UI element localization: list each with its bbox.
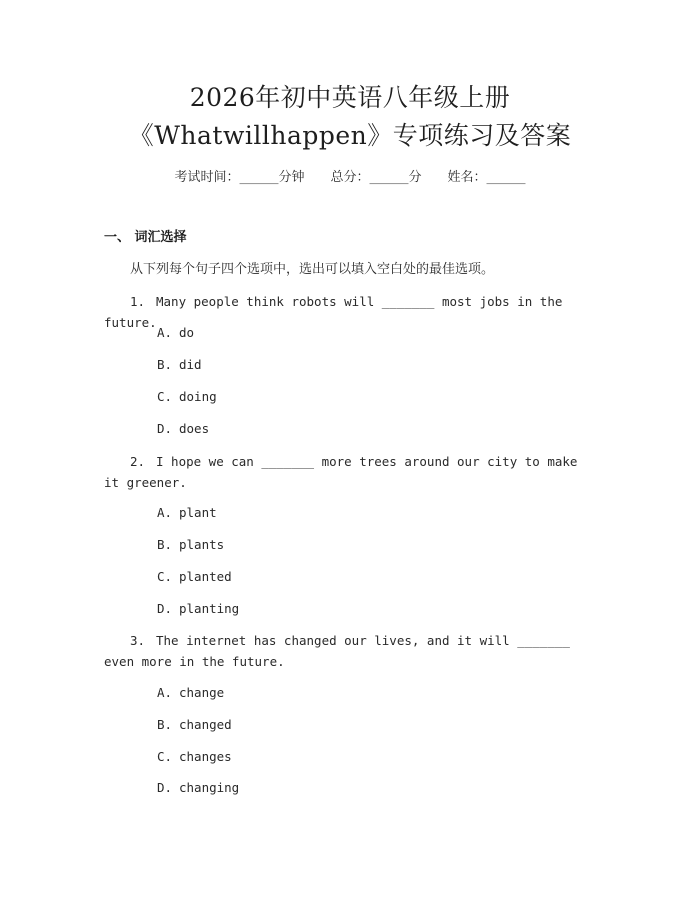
question-text: Many people think robots will _______ most jobs in the future. (104, 294, 563, 330)
question-2 (104, 451, 584, 493)
question-number: 3. (130, 633, 146, 648)
question-number: 1. (130, 294, 146, 309)
option-3c (157, 747, 232, 767)
option-text: planted (179, 569, 232, 584)
option-text: planting (179, 601, 240, 616)
exam-info-line (0, 168, 700, 188)
option-3b (157, 715, 232, 735)
option-letter: A. (157, 685, 173, 700)
option-text: did (179, 357, 202, 372)
option-1c (157, 387, 217, 407)
option-letter: D. (157, 601, 173, 616)
option-text: plants (179, 537, 225, 552)
option-text: changed (179, 717, 232, 732)
option-text: change (179, 685, 225, 700)
option-letter: A. (157, 505, 173, 520)
question-text: I hope we can _______ more trees around our city to make it greener. (104, 454, 578, 490)
option-letter: B. (157, 357, 173, 372)
option-2a (157, 503, 217, 523)
option-2b (157, 535, 224, 555)
option-2d (157, 599, 239, 619)
document-title-line-1: 2026年初中英语八年级上册 (189, 83, 511, 112)
option-letter: C. (157, 389, 173, 404)
question-3 (104, 630, 584, 672)
exam-time-field: 考试时间：______分钟 (174, 170, 305, 185)
option-1a (157, 323, 194, 343)
document-title-line-2: 《Whatwillhappen》专项练习及答案 (128, 121, 572, 150)
option-3d (157, 778, 239, 798)
option-letter: D. (157, 421, 173, 436)
option-2c (157, 567, 232, 587)
student-name-field: 姓名：______ (447, 170, 526, 185)
option-3a (157, 683, 224, 703)
option-letter: A. (157, 325, 173, 340)
option-letter: C. (157, 569, 173, 584)
question-text: The internet has changed our lives, and it will _______ even more in the future. (104, 633, 570, 669)
option-letter: B. (157, 537, 173, 552)
section-instruction: 从下列每个句子四个选项中，选出可以填入空白处的最佳选项。 (130, 262, 495, 277)
option-letter: C. (157, 749, 173, 764)
option-text: do (179, 325, 195, 340)
option-1d (157, 419, 209, 439)
option-text: plant (179, 505, 217, 520)
option-text: changing (179, 780, 240, 795)
section-title: 一、 词汇选择 (104, 230, 187, 245)
option-letter: D. (157, 780, 173, 795)
option-text: doing (179, 389, 217, 404)
question-number: 2. (130, 454, 146, 469)
option-text: does (179, 421, 210, 436)
option-letter: B. (157, 717, 173, 732)
total-score-field: 总分：______分 (330, 170, 422, 185)
option-1b (157, 355, 202, 375)
option-text: changes (179, 749, 232, 764)
